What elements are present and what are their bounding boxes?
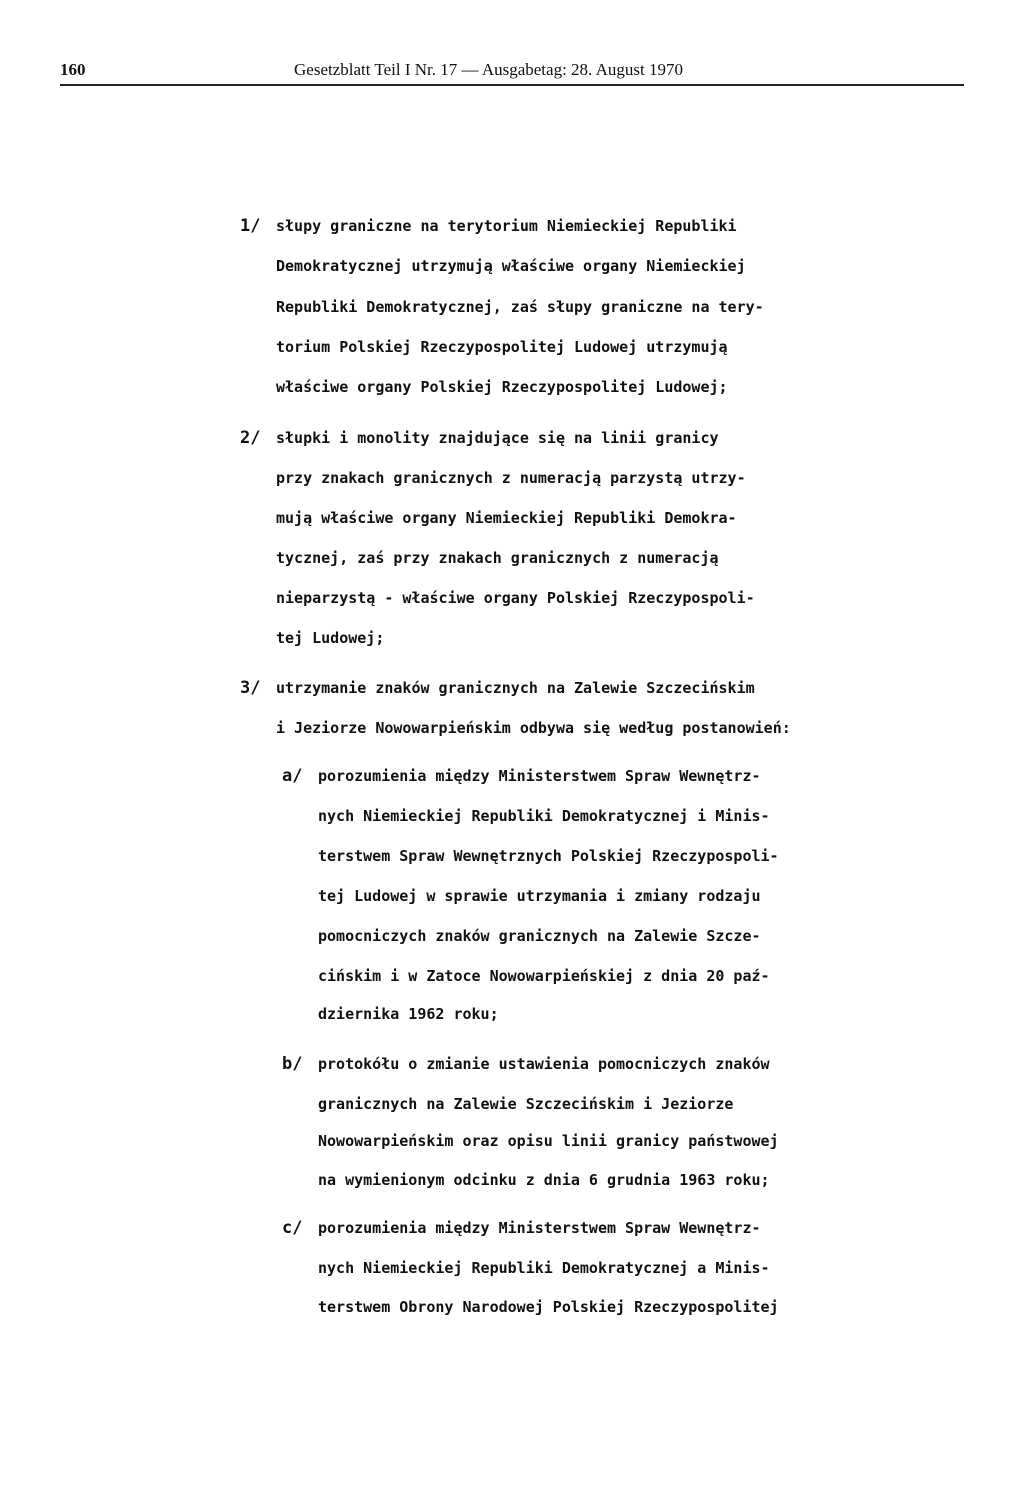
item-1-marker: 1/ — [240, 216, 261, 236]
text-line: porozumienia między Ministerstwem Spraw Wewnętrz- — [318, 1219, 761, 1237]
page-header — [60, 58, 964, 86]
text-line: tej Ludowej; — [276, 629, 385, 647]
text-line: Nowowarpieńskim oraz opisu linii granicy państwowej — [318, 1132, 779, 1150]
text-line: nieparzystą - właściwe organy Polskiej Rzeczypospoli- — [276, 589, 755, 607]
text-line: na wymienionym odcinku z dnia 6 grudnia 1963 roku; — [318, 1171, 770, 1189]
text-line: Republiki Demokratycznej, zaś słupy graniczne na tery- — [276, 298, 764, 316]
text-line: dziernika 1962 roku; — [318, 1005, 499, 1023]
text-line: nych Niemieckiej Republiki Demokratycznej i Minis- — [318, 807, 770, 825]
text-line: utrzymanie znaków granicznych na Zalewie Szczecińskim — [276, 679, 755, 697]
text-line: cińskim i w Zatoce Nowowarpieńskiej z dnia 20 paź- — [318, 967, 770, 985]
text-line: Demokratycznej utrzymują właściwe organy Niemieckiej — [276, 257, 746, 275]
subitem-c-marker: c/ — [282, 1218, 303, 1238]
text-line: i Jeziorze Nowowarpieńskim odbywa się według postanowień: — [276, 719, 791, 737]
text-line: pomocniczych znaków granicznych na Zalewie Szcze- — [318, 927, 761, 945]
text-line: tycznej, zaś przy znakach granicznych z numeracją — [276, 549, 719, 567]
text-line: właściwe organy Polskiej Rzeczypospolitej Ludowej; — [276, 378, 728, 396]
text-line: terstwem Obrony Narodowej Polskiej Rzeczypospolitej — [318, 1298, 779, 1316]
page-number: 160 — [60, 60, 86, 79]
subitem-b-marker: b/ — [282, 1054, 303, 1074]
text-line: mują właściwe organy Niemieckiej Republiki Demokra- — [276, 509, 737, 527]
text-line: nych Niemieckiej Republiki Demokratycznej a Minis- — [318, 1259, 770, 1277]
item-2-marker: 2/ — [240, 428, 261, 448]
text-line: tej Ludowej w sprawie utrzymania i zmiany rodzaju — [318, 887, 761, 905]
text-line: słupy graniczne na terytorium Niemieckiej Republiki — [276, 217, 737, 235]
text-line: słupki i monolity znajdujące się na linii granicy — [276, 429, 719, 447]
text-line: porozumienia między Ministerstwem Spraw Wewnętrz- — [318, 767, 761, 785]
text-line: terstwem Spraw Wewnętrznych Polskiej Rzeczypospoli- — [318, 847, 779, 865]
subitem-a-marker: a/ — [282, 766, 303, 786]
text-line: protokółu o zmianie ustawienia pomocniczych znaków — [318, 1055, 770, 1073]
text-line: przy znakach granicznych z numeracją parzystą utrzy- — [276, 469, 746, 487]
text-line: granicznych na Zalewie Szczecińskim i Jeziorze — [318, 1095, 734, 1113]
text-line: torium Polskiej Rzeczypospolitej Ludowej utrzymują — [276, 338, 728, 356]
item-3-marker: 3/ — [240, 678, 261, 698]
running-title: Gesetzblatt Teil I Nr. 17 — Ausgabetag: 28. August 1970 — [294, 60, 683, 79]
